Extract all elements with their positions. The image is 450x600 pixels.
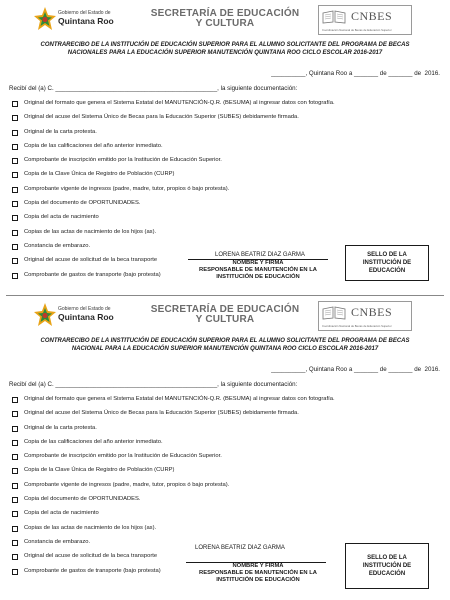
signer-name: LORENA BEATRIZ DIAZ GARMA [195,545,285,551]
signer-role [180,563,336,584]
cnbes-book-icon [322,10,346,24]
contrarecibo-form-1 [0,0,450,296]
form-heading [20,337,430,353]
checklist-item: Copias de las actas de nacimiento de los hijos (as). [12,525,335,539]
checkbox-icon[interactable] [12,426,18,432]
sello-box: SELLO DE LA INSTITUCIÓN DE EDUCACIÓN [345,543,429,589]
gov-logo-line2: Quintana Roo [58,312,114,322]
cnbes-name: CNBES [351,305,393,319]
checklist-item: Constancia de embarazo. [12,539,335,553]
cnbes-logo [318,5,412,35]
checklist-item: Comprobante de gastos de transporte (bajo protesta) [12,568,335,582]
secretaria-title-line2: Y CULTURA [195,18,255,29]
checkbox-icon[interactable] [12,144,18,150]
checkbox-icon[interactable] [12,440,18,446]
document-checklist [12,396,335,582]
checkbox-icon[interactable] [12,244,18,250]
checkbox-icon[interactable] [12,526,18,532]
checklist-item: Original del acuse de solicitud de la beca transporte [12,553,335,567]
checkbox-icon[interactable] [12,411,18,417]
signer-role-line3: INSTITUCIÓN DE EDUCACIÓN [216,577,300,583]
checkbox-icon[interactable] [12,215,18,221]
checkbox-icon[interactable] [12,201,18,207]
checklist-item: Original del acuse del Sistema Único de Becas para la Educación Superior (SUBES) debidamente firmada. [12,410,335,424]
cnbes-name: CNBES [351,9,393,23]
date-line: __________, Quintana Roo a _______ de _______ de 2016. [271,366,440,373]
checklist-item: Copia de la Clave Única de Registro de Población (CURP) [12,171,335,185]
checklist-item: Comprobante vigente de ingresos (padre, madre, tutor, propios ó bajo protesta). [12,482,335,496]
contrarecibo-form-2 [0,296,450,600]
recibi-line: Recibí del (a) C. _______________________________________________, la siguiente documentación: [9,381,298,388]
gov-logo-line1: Gobierno del Estado de [58,10,111,16]
checkbox-icon[interactable] [12,483,18,489]
checkbox-icon[interactable] [12,158,18,164]
cnbes-subtitle: Coordinación Nacional de Becas de Educación Superior [322,28,392,32]
cnbes-book-icon [322,306,346,320]
checklist-item: Copia del acta de nacimiento [12,214,335,228]
cnbes-logo [318,301,412,331]
checkbox-icon[interactable] [12,497,18,503]
form-heading-line2: NACIONAL PARA LA EDUCACIÓN SUPERIOR MANUTENCIÓN QUINTANA ROO CICLO ESCOLAR 2016-2017 [71,346,379,352]
checklist-item: Copia del documento de OPORTUNIDADES. [12,496,335,510]
checklist-item: Copias de las actas de nacimiento de los hijos (as). [12,229,335,243]
checkbox-icon[interactable] [12,454,18,460]
gov-logo-line1: Gobierno del Estado de [58,306,111,312]
checklist-item: Original del acuse del Sistema Único de Becas para la Educación Superior (SUBES) debidamente firmada. [12,114,335,128]
checkbox-icon[interactable] [12,554,18,560]
checklist-item: Original del formato que genera el Sistema Estatal del MANUTENCIÓN-Q.R. (BESUMA) al ingresar datos con fotografía. [12,100,335,114]
signer-role-line1: NOMBRE Y FIRMA [232,260,284,266]
checklist-item: Comprobante vigente de ingresos (padre, madre, tutor, propios ó bajo protesta). [12,186,335,200]
checkbox-icon[interactable] [12,115,18,121]
checkbox-icon[interactable] [12,273,18,279]
form-heading [20,41,430,57]
checkbox-icon[interactable] [12,397,18,403]
checkbox-icon[interactable] [12,540,18,546]
form-heading-line2: NACIONALES PARA LA EDUCACIÓN SUPERIOR MANUTENCIÓN QUINTANA ROO CICLO ESCOLAR 2016-2017 [67,50,383,56]
checklist-item: Original del formato que genera el Sistema Estatal del MANUTENCIÓN-Q.R. (BESUMA) al ingresar datos con fotografía. [12,396,335,410]
checklist-item: Copia de las calificaciones del año anterior inmediato. [12,439,335,453]
checklist-item: Original de la carta protesta. [12,129,335,143]
checklist-item: Original de la carta protesta. [12,425,335,439]
form-heading-line1: CONTRARECIBO DE LA INSTITUCIÓN DE EDUCACIÓN SUPERIOR PARA EL ALUMNO SOLICITANTE DEL PROGRAMA DE BECAS [40,338,410,344]
checkbox-icon[interactable] [12,230,18,236]
signer-role-line3: INSTITUCIÓN DE EDUCACIÓN [216,274,300,280]
checkbox-icon[interactable] [12,468,18,474]
checklist-item: Copia de la Clave Única de Registro de Población (CURP) [12,467,335,481]
gov-logo-line2: Quintana Roo [58,16,114,26]
gobierno-quintana-roo-logo [34,7,126,33]
signer-role-line2: RESPONSABLE DE MANUTENCIÓN EN LA [199,570,317,576]
gobierno-quintana-roo-logo [34,303,126,329]
checkbox-icon[interactable] [12,511,18,517]
signer-name: LORENA BEATRIZ DIAZ GARMA [215,252,305,258]
secretaria-title-line2: Y CULTURA [195,314,255,325]
checklist-item: Copia del acta de nacimiento [12,510,335,524]
secretaria-title-line1: SECRETARÍA DE EDUCACIÓN [150,304,300,315]
checklist-item: Original del acuse de solicitud de la beca transporte [12,257,335,271]
date-line: __________, Quintana Roo a _______ de _______ de 2016. [271,70,440,77]
quintana-roo-star-icon [34,303,56,327]
secretaria-title-line1: SECRETARÍA DE EDUCACIÓN [150,8,300,19]
checklist-item: Constancia de embarazo. [12,243,335,257]
checkbox-icon[interactable] [12,130,18,136]
sello-box: SELLO DE LA INSTITUCIÓN DE EDUCACIÓN [345,245,429,281]
signer-role-line2: RESPONSABLE DE MANUTENCIÓN EN LA [199,267,317,273]
checklist-item: Copia del documento de OPORTUNIDADES. [12,200,335,214]
secretaria-title [150,9,300,29]
form-heading-line1: CONTRARECIBO DE LA INSTITUCIÓN DE EDUCACIÓN SUPERIOR PARA EL ALUMNO SOLICITANTE DEL PROGRAMA DE BECAS [40,42,410,48]
checkbox-icon[interactable] [12,569,18,575]
checklist-item: Comprobante de gastos de transporte (bajo protesta) [12,272,335,286]
checkbox-icon[interactable] [12,187,18,193]
recibi-line: Recibí del (a) C. _______________________________________________, la siguiente documentación: [9,85,298,92]
quintana-roo-star-icon [34,7,56,31]
checkbox-icon[interactable] [12,258,18,264]
checklist-item: Copia de las calificaciones del año anterior inmediato. [12,143,335,157]
signer-role [180,260,336,281]
cnbes-subtitle: Coordinación Nacional de Becas de Educación Superior [322,324,392,328]
checklist-item: Comprobante de inscripción emitido por la Institución de Educación Superior. [12,157,335,171]
checkbox-icon[interactable] [12,101,18,107]
checklist-item: Comprobante de inscripción emitido por la Institución de Educación Superior. [12,453,335,467]
secretaria-title [150,305,300,325]
signer-role-line1: NOMBRE Y FIRMA [232,563,284,569]
checkbox-icon[interactable] [12,172,18,178]
